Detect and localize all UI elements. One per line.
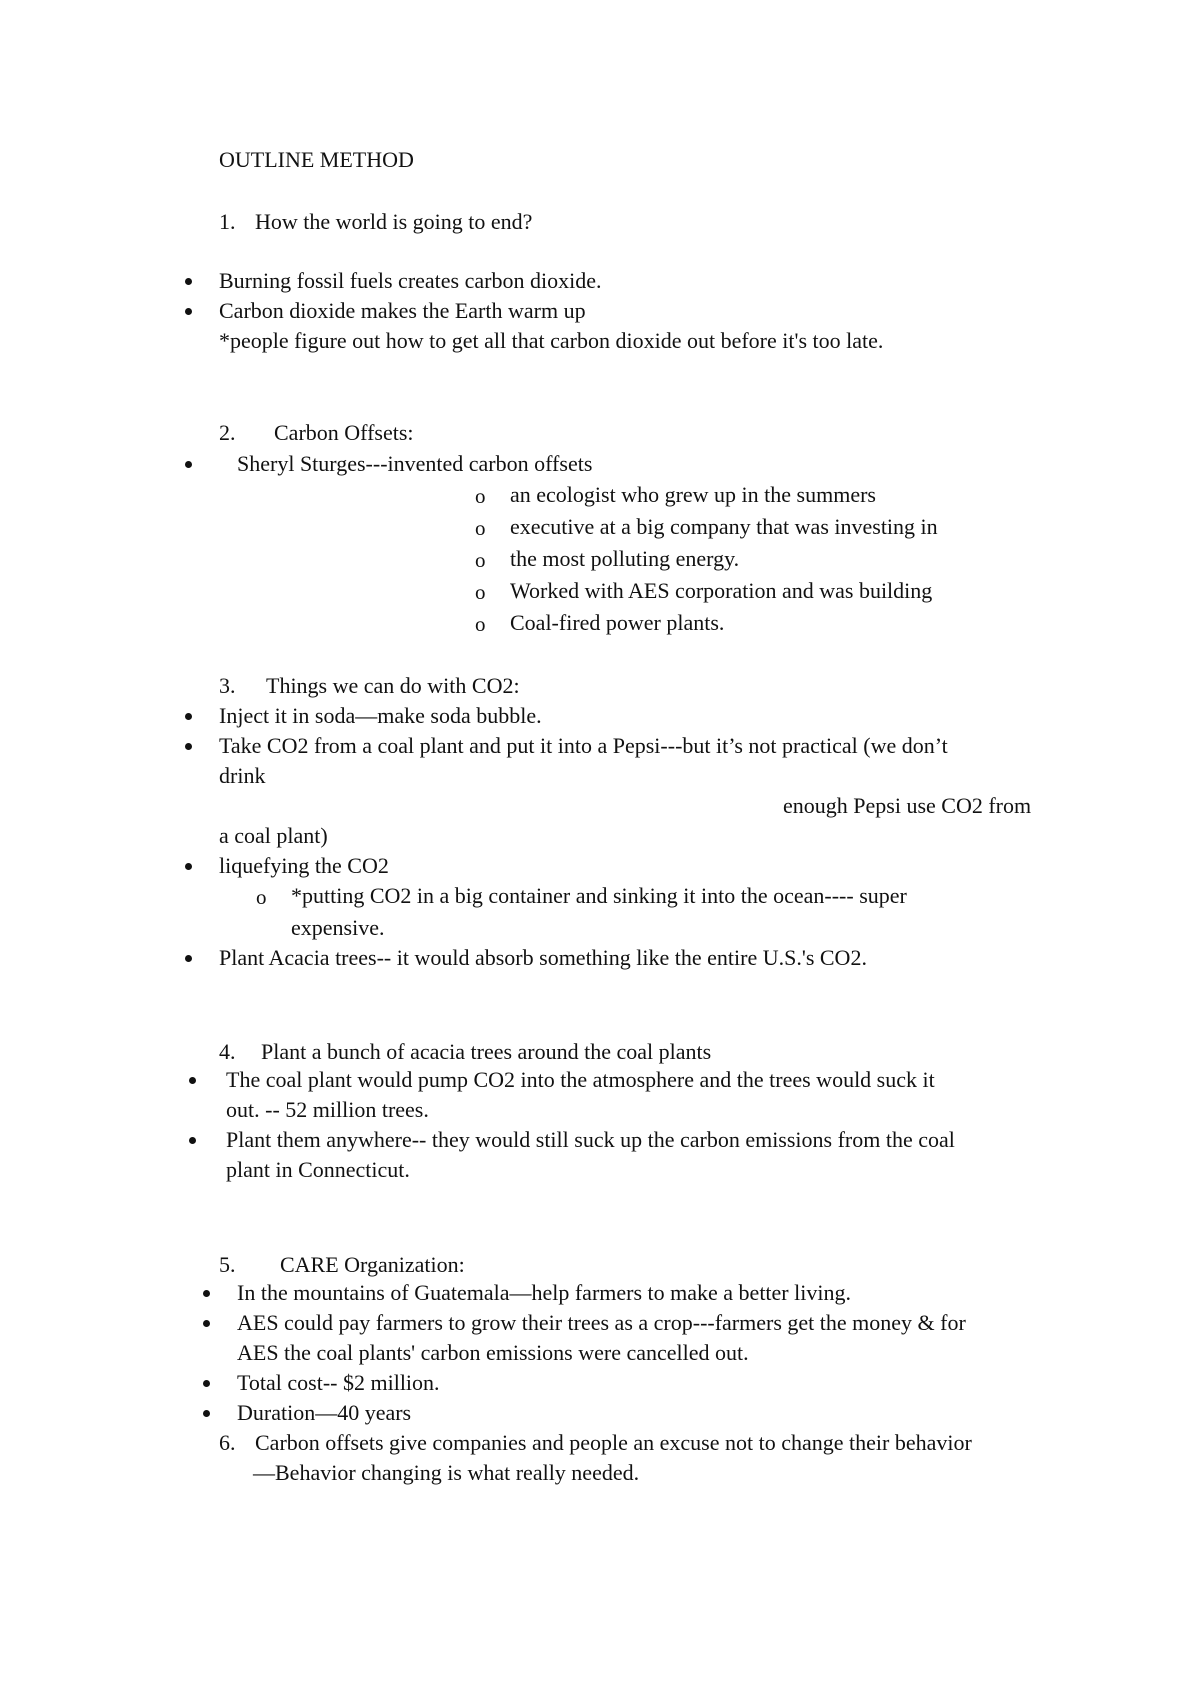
- section-1-heading: How the world is going to end?: [255, 209, 533, 234]
- section-3-bullet-2-line-3: enough Pepsi use CO2 from: [783, 793, 1032, 818]
- bullet-icon: [189, 1137, 196, 1144]
- section-3-bullet-2-line-4: a coal plant): [219, 823, 328, 848]
- section-1-bullet-2: Carbon dioxide makes the Earth warm up: [219, 298, 586, 323]
- section-2-subitem-1: an ecologist who grew up in the summers: [510, 482, 876, 507]
- bullet-icon: [185, 955, 192, 962]
- section-2-bullet: Sheryl Sturges---invented carbon offsets: [237, 451, 593, 476]
- bullet-icon: [185, 743, 192, 750]
- section-1-bullet-1: Burning fossil fuels creates carbon dioxide.: [219, 268, 602, 293]
- section-3-bullet-1: Inject it in soda—make soda bubble.: [219, 703, 542, 728]
- section-3-bullet-4: Plant Acacia trees-- it would absorb something like the entire U.S.'s CO2.: [219, 945, 867, 970]
- document-title: OUTLINE METHOD: [219, 147, 414, 172]
- section-4-bullet-2-line-2: plant in Connecticut.: [226, 1157, 410, 1182]
- circle-bullet-icon: o: [475, 548, 486, 572]
- bullet-icon: [203, 1290, 210, 1297]
- section-5-bullet-3: Total cost-- $2 million.: [237, 1370, 440, 1395]
- section-1-number: 1.: [219, 209, 236, 234]
- section-6-line-2: —Behavior changing is what really needed.: [253, 1460, 640, 1485]
- section-4-number: 4.: [219, 1039, 236, 1064]
- bullet-icon: [189, 1077, 196, 1084]
- section-5-bullet-1: In the mountains of Guatemala—help farmers to make a better living.: [237, 1280, 851, 1305]
- section-3-heading: Things we can do with CO2:: [266, 673, 520, 698]
- section-6-number: 6.: [219, 1430, 236, 1455]
- circle-bullet-icon: o: [475, 580, 486, 604]
- circle-bullet-icon: o: [475, 612, 486, 636]
- circle-bullet-icon: o: [256, 885, 267, 909]
- section-3-bullet-3: liquefying the CO2: [219, 853, 389, 878]
- bullet-icon: [185, 308, 192, 315]
- bullet-icon: [185, 278, 192, 285]
- bullet-icon: [203, 1320, 210, 1327]
- section-3-bullet-2-line-2: drink: [219, 763, 266, 788]
- section-2-subitem-4: Worked with AES corporation and was building: [510, 578, 933, 603]
- section-2-subitem-3: the most polluting energy.: [510, 546, 740, 571]
- section-4-bullet-1-line-1: The coal plant would pump CO2 into the atmosphere and the trees would suck it: [226, 1067, 935, 1092]
- section-5-bullet-4: Duration—40 years: [237, 1400, 412, 1425]
- bullet-icon: [203, 1410, 210, 1417]
- section-4-heading: Plant a bunch of acacia trees around the coal plants: [261, 1039, 712, 1064]
- section-4-bullet-1-line-2: out. -- 52 million trees.: [226, 1097, 429, 1122]
- section-5-bullet-2-line-2: AES the coal plants' carbon emissions were cancelled out.: [237, 1340, 749, 1365]
- section-2-subitem-2: executive at a big company that was investing in: [510, 514, 938, 539]
- bullet-icon: [185, 863, 192, 870]
- section-3-sub-line-2: expensive.: [291, 915, 385, 940]
- section-2-subitem-5: Coal-fired power plants.: [510, 610, 725, 635]
- section-3-number: 3.: [219, 673, 236, 698]
- circle-bullet-icon: o: [475, 484, 486, 508]
- section-5-heading: CARE Organization:: [280, 1252, 465, 1277]
- section-2-number: 2.: [219, 420, 236, 445]
- section-5-bullet-2-line-1: AES could pay farmers to grow their trees as a crop---farmers get the money & for: [237, 1310, 966, 1335]
- section-6-line-1: Carbon offsets give companies and people an excuse not to change their behavior: [255, 1430, 972, 1455]
- bullet-icon: [185, 461, 192, 468]
- bullet-icon: [185, 713, 192, 720]
- section-4-bullet-2-line-1: Plant them anywhere-- they would still suck up the carbon emissions from the coal: [226, 1127, 955, 1152]
- section-3-bullet-2-line-1: Take CO2 from a coal plant and put it into a Pepsi---but it’s not practical (we don’t: [219, 733, 948, 758]
- section-5-number: 5.: [219, 1252, 236, 1277]
- circle-bullet-icon: o: [475, 516, 486, 540]
- section-2-heading: Carbon Offsets:: [274, 420, 414, 445]
- section-3-sub-line-1: *putting CO2 in a big container and sinking it into the ocean---- super: [291, 883, 907, 908]
- section-1-note: *people figure out how to get all that carbon dioxide out before it's too late.: [219, 328, 884, 353]
- bullet-icon: [203, 1380, 210, 1387]
